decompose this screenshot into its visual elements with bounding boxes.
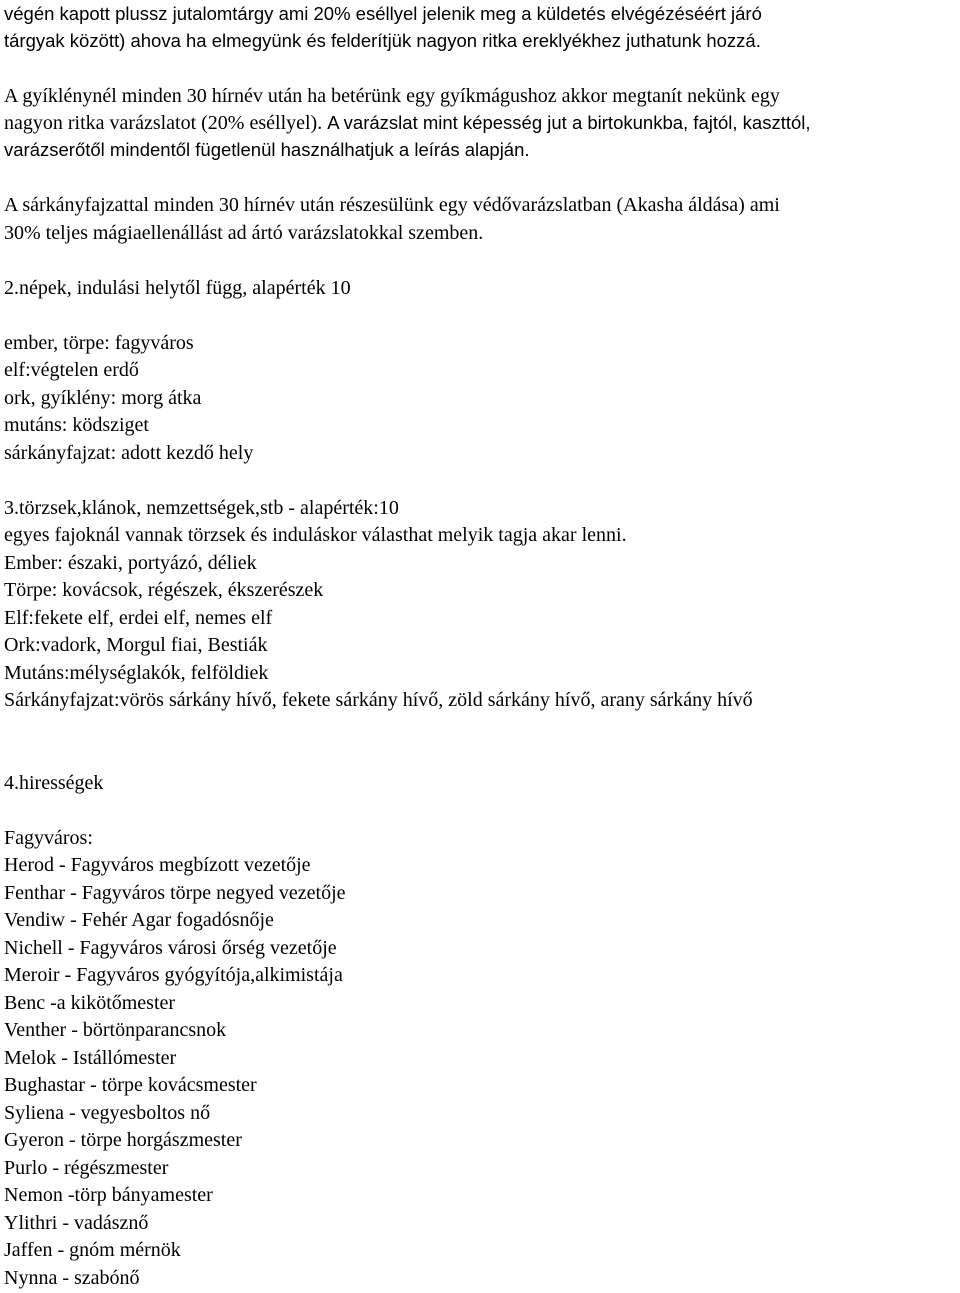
lizard-line-1: A gyíklénynél minden 30 hírnév után ha betérünk egy gyíkmágushoz akkor megtanít nekünk egy	[4, 85, 780, 107]
section3-item: Elf:fekete elf, erdei elf, nemes elf	[4, 607, 273, 629]
celebrity-item: Purlo - régészmester	[4, 1157, 169, 1179]
section4-subheading: Fagyváros:	[4, 827, 93, 849]
section3-heading: 3.törzsek,klánok, nemzettségek,stb - alapérték:10	[4, 497, 399, 519]
dragon-line-1: A sárkányfajzattal minden 30 hírnév után részesülünk egy védővarázslatban (Akasha áldása) ami	[4, 194, 780, 216]
section2-item: ork, gyíklény: morg átka	[4, 387, 202, 409]
intro-line-1: végén kapott plussz jutalomtárgy ami 20% eséllyel jelenik meg a küldetés elvégézéséért járó	[4, 3, 762, 24]
celebrity-item: Melok - Istállómester	[4, 1047, 177, 1069]
celebrity-item: Bughastar - törpe kovácsmester	[4, 1074, 257, 1096]
lizard-line-2a: nagyon ritka varázslatot (20% eséllyel).	[4, 112, 323, 134]
celebrity-item: Nemon -törp bányamester	[4, 1184, 213, 1206]
lizard-line-2	[4, 111, 811, 135]
section3-item: Mutáns:mélységlakók, felföldiek	[4, 662, 269, 684]
celebrity-item: Venther - börtönparancsnok	[4, 1019, 227, 1041]
celebrity-item: Syliena - vegyesboltos nő	[4, 1102, 211, 1124]
celebrity-item: Gyeron - törpe horgászmester	[4, 1129, 242, 1151]
section3-item: Ember: északi, portyázó, déliek	[4, 552, 257, 574]
section3-item: Ork:vadork, Morgul fiai, Bestiák	[4, 634, 268, 656]
celebrity-item: Vendiw - Fehér Agar fogadósnője	[4, 909, 274, 931]
celebrity-item: Ylithri - vadásznő	[4, 1212, 149, 1234]
lizard-line-3: varázserőtől mindentől fügetlenül használhatjuk a leírás alapján.	[4, 139, 530, 160]
section2-item: mutáns: ködsziget	[4, 414, 149, 436]
celebrity-item: Herod - Fagyváros megbízott vezetője	[4, 854, 311, 876]
celebrity-item: Nichell - Fagyváros városi őrség vezetője	[4, 937, 337, 959]
intro-line-2: tárgyak között) ahova ha elmegyünk és felderítjük nagyon ritka ereklyékhez juthatunk hozzá.	[4, 30, 761, 51]
section3-item: Törpe: kovácsok, régészek, ékszerészek	[4, 579, 324, 601]
celebrity-item: Benc -a kikötőmester	[4, 992, 176, 1014]
section2-item: sárkányfajzat: adott kezdő hely	[4, 442, 254, 464]
section2-item: elf:végtelen erdő	[4, 359, 139, 381]
celebrity-item: Meroir - Fagyváros gyógyítója,alkimistája	[4, 964, 343, 986]
section2-item: ember, törpe: fagyváros	[4, 332, 194, 354]
lizard-line-2b: A varázslat mint képesség jut a birtokunkba, fajtól, kaszttól,	[327, 112, 811, 133]
section2-heading: 2.népek, indulási helytől függ, alapérték 10	[4, 277, 351, 299]
section3-item: Sárkányfajzat:vörös sárkány hívő, fekete sárkány hívő, zöld sárkány hívő, arany sárkány hívő	[4, 689, 753, 711]
section4-heading: 4.hirességek	[4, 772, 104, 794]
celebrity-item: Fenthar - Fagyváros törpe negyed vezetője	[4, 882, 346, 904]
celebrity-item: Jaffen - gnóm mérnök	[4, 1239, 181, 1261]
dragon-line-2: 30% teljes mágiaellenállást ad ártó varázslatokkal szemben.	[4, 222, 484, 244]
celebrity-item: Nynna - szabónő	[4, 1267, 140, 1289]
section3-item: egyes fajoknál vannak törzsek és induláskor válasthat melyik tagja akar lenni.	[4, 524, 627, 546]
